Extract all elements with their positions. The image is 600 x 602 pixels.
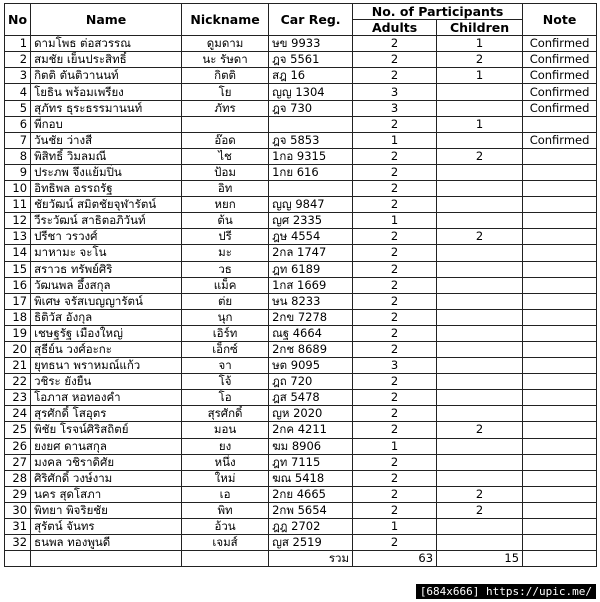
table-row <box>5 84 597 100</box>
row-car-reg: ญส 2519 <box>269 535 353 551</box>
row-note <box>523 277 597 293</box>
row-name: ชัยวัฒน์ สมิตชัยจุฬารัตน์ <box>31 197 182 213</box>
row-adults: 2 <box>353 486 437 502</box>
row-adults: 2 <box>353 229 437 245</box>
row-adults: 2 <box>353 325 437 341</box>
row-nickname: มอน <box>182 422 269 438</box>
row-name: สุธีย์น วงศ์อะกะ <box>31 341 182 357</box>
row-car-reg: 1กย 616 <box>269 164 353 180</box>
row-car-reg: 2กย 4665 <box>269 486 353 502</box>
row-children: 2 <box>437 52 523 68</box>
row-children <box>437 261 523 277</box>
row-number: 8 <box>5 148 31 164</box>
totals-row <box>5 551 597 567</box>
row-adults: 1 <box>353 132 437 148</box>
row-adults: 2 <box>353 277 437 293</box>
row-number: 27 <box>5 454 31 470</box>
row-car-reg: ฎถ 720 <box>269 374 353 390</box>
row-nickname: มะ <box>182 245 269 261</box>
header-adults: Adults <box>353 20 437 36</box>
row-car-reg: สฎ 16 <box>269 68 353 84</box>
row-note <box>523 181 597 197</box>
row-name: อิทธิพล อรรถรัฐ <box>31 181 182 197</box>
table-row <box>5 390 597 406</box>
row-children <box>437 470 523 486</box>
row-car-reg: ฆณ 5418 <box>269 470 353 486</box>
row-nickname: ต่ย <box>182 293 269 309</box>
header-note: Note <box>523 4 597 36</box>
table-row <box>5 519 597 535</box>
row-nickname: อิท <box>182 181 269 197</box>
row-car-reg: ฎจ 730 <box>269 100 353 116</box>
row-number: 26 <box>5 438 31 454</box>
table-row <box>5 374 597 390</box>
row-nickname: โอ <box>182 390 269 406</box>
table-row <box>5 454 597 470</box>
row-number: 32 <box>5 535 31 551</box>
row-name: ธนพล ทองพูนดี <box>31 535 182 551</box>
row-children <box>437 390 523 406</box>
row-nickname: จา <box>182 358 269 374</box>
header-no: No <box>5 4 31 36</box>
row-nickname: โจ้ <box>182 374 269 390</box>
row-nickname: สุรศักดิ์ <box>182 406 269 422</box>
row-car-reg: 2กช 8689 <box>269 341 353 357</box>
header-nickname: Nickname <box>182 4 269 36</box>
row-car-reg <box>269 181 353 197</box>
table-row <box>5 438 597 454</box>
table-row <box>5 68 597 84</box>
row-children: 2 <box>437 148 523 164</box>
row-adults: 2 <box>353 181 437 197</box>
row-name: โยธิน พร้อมเพรียง <box>31 84 182 100</box>
row-note <box>523 309 597 325</box>
row-number: 5 <box>5 100 31 116</box>
table-row <box>5 36 597 52</box>
table-row <box>5 197 597 213</box>
table-row <box>5 502 597 518</box>
table-row <box>5 325 597 341</box>
row-note <box>523 374 597 390</box>
row-number: 15 <box>5 261 31 277</box>
row-name: วีระวัฒน์ สาธิตอภิวันท์ <box>31 213 182 229</box>
table-row <box>5 116 597 132</box>
row-name: สุรศักดิ์ โสอุตร <box>31 406 182 422</box>
row-number: 20 <box>5 341 31 357</box>
row-adults: 3 <box>353 100 437 116</box>
totals-children: 15 <box>437 551 523 567</box>
row-car-reg: ษต 9095 <box>269 358 353 374</box>
row-number: 28 <box>5 470 31 486</box>
table-row <box>5 245 597 261</box>
row-adults: 2 <box>353 454 437 470</box>
totals-empty-name <box>31 551 182 567</box>
row-children <box>437 100 523 116</box>
row-number: 9 <box>5 164 31 180</box>
header-participants: No. of Participants <box>353 4 523 20</box>
totals-empty-note <box>523 551 597 567</box>
table-row <box>5 422 597 438</box>
row-car-reg: 2กค 4211 <box>269 422 353 438</box>
row-adults: 2 <box>353 390 437 406</box>
row-children <box>437 438 523 454</box>
row-car-reg: ษน 8233 <box>269 293 353 309</box>
row-children <box>437 277 523 293</box>
row-note <box>523 229 597 245</box>
row-car-reg: ฎจ 5561 <box>269 52 353 68</box>
row-nickname: เจมส์ <box>182 535 269 551</box>
row-name: วชิระ ยังยืน <box>31 374 182 390</box>
row-adults: 2 <box>353 68 437 84</box>
row-adults: 2 <box>353 52 437 68</box>
row-number: 21 <box>5 358 31 374</box>
row-name: ศิริศักดิ์ วงษ์งาม <box>31 470 182 486</box>
row-note: Confirmed <box>523 84 597 100</box>
row-name: พี่กอบ <box>31 116 182 132</box>
row-nickname: ป้อม <box>182 164 269 180</box>
row-children <box>437 535 523 551</box>
row-nickname: หนึ่ง <box>182 454 269 470</box>
table-row <box>5 486 597 502</box>
row-note <box>523 486 597 502</box>
row-children <box>437 164 523 180</box>
row-number: 13 <box>5 229 31 245</box>
row-nickname: อ๊อด <box>182 132 269 148</box>
row-car-reg: 1กอ 9315 <box>269 148 353 164</box>
row-car-reg: 2กล 1747 <box>269 245 353 261</box>
row-children <box>437 341 523 357</box>
row-number: 11 <box>5 197 31 213</box>
row-car-reg: 2กข 7278 <box>269 309 353 325</box>
row-children <box>437 374 523 390</box>
row-nickname: ใหม่ <box>182 470 269 486</box>
table-row <box>5 181 597 197</box>
table-row <box>5 100 597 116</box>
row-name: พิทยา พิจริยชัย <box>31 502 182 518</box>
totals-empty-no <box>5 551 31 567</box>
row-number: 2 <box>5 52 31 68</box>
row-nickname: เอ <box>182 486 269 502</box>
table-row <box>5 293 597 309</box>
row-children: 1 <box>437 68 523 84</box>
row-children <box>437 213 523 229</box>
row-nickname: หยก <box>182 197 269 213</box>
row-name: มาหามะ จะโน <box>31 245 182 261</box>
row-name: ยุทธนา พราหมณ์แก้ว <box>31 358 182 374</box>
row-nickname: เอิร์ท <box>182 325 269 341</box>
row-note <box>523 116 597 132</box>
row-children: 2 <box>437 422 523 438</box>
row-number: 22 <box>5 374 31 390</box>
totals-adults: 63 <box>353 551 437 567</box>
participants-sheet <box>4 3 597 567</box>
row-note: Confirmed <box>523 68 597 84</box>
row-adults: 2 <box>353 164 437 180</box>
row-adults: 2 <box>353 341 437 357</box>
row-nickname: พิท <box>182 502 269 518</box>
row-car-reg: 2กพ 5654 <box>269 502 353 518</box>
row-nickname: ดูมดาม <box>182 36 269 52</box>
row-children: 2 <box>437 229 523 245</box>
table-row <box>5 277 597 293</box>
row-adults: 3 <box>353 84 437 100</box>
row-name: พิชัย โรจน์ศิริสถิตย์ <box>31 422 182 438</box>
row-adults: 2 <box>353 197 437 213</box>
row-car-reg: ณฐ 4664 <box>269 325 353 341</box>
row-adults: 2 <box>353 245 437 261</box>
table-row <box>5 148 597 164</box>
row-number: 30 <box>5 502 31 518</box>
row-note <box>523 213 597 229</box>
row-nickname: กิตติ <box>182 68 269 84</box>
row-car-reg: ษข 9933 <box>269 36 353 52</box>
row-nickname: ต้น <box>182 213 269 229</box>
row-adults: 2 <box>353 406 437 422</box>
row-name: สมชัย เย็นประสิทธิ์ <box>31 52 182 68</box>
row-note <box>523 197 597 213</box>
row-note: Confirmed <box>523 36 597 52</box>
row-car-reg: ญญ 1304 <box>269 84 353 100</box>
row-name: มงคล วชิราดิศัย <box>31 454 182 470</box>
row-name: ปรีชา วรวงศ์ <box>31 229 182 245</box>
row-number: 6 <box>5 116 31 132</box>
row-adults: 3 <box>353 358 437 374</box>
row-number: 19 <box>5 325 31 341</box>
row-nickname: ภัทร <box>182 100 269 116</box>
header-children: Children <box>437 20 523 36</box>
row-adults: 2 <box>353 261 437 277</box>
row-note <box>523 148 597 164</box>
row-adults: 2 <box>353 422 437 438</box>
row-nickname: โย <box>182 84 269 100</box>
row-number: 24 <box>5 406 31 422</box>
row-note <box>523 293 597 309</box>
table-row <box>5 261 597 277</box>
row-number: 3 <box>5 68 31 84</box>
row-nickname: ไช <box>182 148 269 164</box>
table-row <box>5 132 597 148</box>
participants-table <box>4 3 597 567</box>
row-name: พิเศษ จรัสเบญญารัตน์ <box>31 293 182 309</box>
totals-label: รวม <box>269 551 353 567</box>
row-adults: 2 <box>353 502 437 518</box>
row-children <box>437 132 523 148</box>
row-number: 16 <box>5 277 31 293</box>
row-name: ดามโพธ ต่อสวรรณ <box>31 36 182 52</box>
table-row <box>5 341 597 357</box>
table-row <box>5 52 597 68</box>
row-car-reg: ฎส 5478 <box>269 390 353 406</box>
row-name: ยงยศ ดานสกุล <box>31 438 182 454</box>
image-host-badge: [684x666] https://upic.me/ <box>416 584 596 599</box>
row-adults: 2 <box>353 293 437 309</box>
row-name: วัฒนพล อึ้งสกุล <box>31 277 182 293</box>
row-number: 4 <box>5 84 31 100</box>
row-children <box>437 181 523 197</box>
row-name: กิตติ ตันติวานนท์ <box>31 68 182 84</box>
row-number: 18 <box>5 309 31 325</box>
row-number: 29 <box>5 486 31 502</box>
row-note: Confirmed <box>523 132 597 148</box>
row-nickname: นะ รัษดา <box>182 52 269 68</box>
row-note <box>523 358 597 374</box>
row-children <box>437 84 523 100</box>
table-row <box>5 535 597 551</box>
row-note <box>523 390 597 406</box>
row-adults: 1 <box>353 438 437 454</box>
row-nickname: เอ็กซ์ <box>182 341 269 357</box>
row-note <box>523 341 597 357</box>
row-name: สุภัทร ธุระธรรมานนท์ <box>31 100 182 116</box>
row-adults: 1 <box>353 213 437 229</box>
row-note: Confirmed <box>523 100 597 116</box>
row-car-reg: ฆม 8906 <box>269 438 353 454</box>
table-row <box>5 406 597 422</box>
table-body <box>5 36 597 551</box>
row-number: 14 <box>5 245 31 261</box>
row-name: พิสิทธิ์ วิมลมณี <box>31 148 182 164</box>
row-car-reg: ฎษ 4554 <box>269 229 353 245</box>
row-note <box>523 454 597 470</box>
row-note <box>523 325 597 341</box>
row-name: โอภาส หอทองคำ <box>31 390 182 406</box>
row-adults: 2 <box>353 309 437 325</box>
row-adults: 2 <box>353 36 437 52</box>
table-row <box>5 213 597 229</box>
row-children <box>437 358 523 374</box>
row-children <box>437 293 523 309</box>
row-children <box>437 325 523 341</box>
row-adults: 2 <box>353 535 437 551</box>
row-nickname: ยง <box>182 438 269 454</box>
totals-empty-nick <box>182 551 269 567</box>
row-note <box>523 535 597 551</box>
row-nickname: อ้วน <box>182 519 269 535</box>
row-children <box>437 197 523 213</box>
row-children <box>437 406 523 422</box>
row-nickname: ปรี <box>182 229 269 245</box>
header-car-reg: Car Reg. <box>269 4 353 36</box>
row-number: 7 <box>5 132 31 148</box>
row-name: ธิติวัส อังกุล <box>31 309 182 325</box>
row-adults: 2 <box>353 470 437 486</box>
row-name: สราวธ ทรัพย์ศิริ <box>31 261 182 277</box>
table-row <box>5 470 597 486</box>
table-row <box>5 164 597 180</box>
table-row <box>5 358 597 374</box>
row-car-reg <box>269 116 353 132</box>
row-nickname <box>182 116 269 132</box>
row-note: Confirmed <box>523 52 597 68</box>
row-note <box>523 406 597 422</box>
row-note <box>523 422 597 438</box>
row-number: 10 <box>5 181 31 197</box>
row-children: 1 <box>437 36 523 52</box>
row-name: เชษฐรัฐ เมืองใหญ่ <box>31 325 182 341</box>
row-car-reg: ฎท 7115 <box>269 454 353 470</box>
row-car-reg: ญศ 2335 <box>269 213 353 229</box>
row-car-reg: ฎจ 5853 <box>269 132 353 148</box>
row-note <box>523 502 597 518</box>
row-name: สุรัตน์ จันทร <box>31 519 182 535</box>
row-adults: 1 <box>353 519 437 535</box>
row-adults: 2 <box>353 116 437 132</box>
row-name: วันชัย ว่างสี <box>31 132 182 148</box>
row-children <box>437 245 523 261</box>
table-row <box>5 309 597 325</box>
row-car-reg: ฎฎ 2702 <box>269 519 353 535</box>
row-number: 23 <box>5 390 31 406</box>
row-nickname: แม็ค <box>182 277 269 293</box>
row-number: 1 <box>5 36 31 52</box>
row-car-reg: ญห 2020 <box>269 406 353 422</box>
row-adults: 2 <box>353 148 437 164</box>
row-children: 2 <box>437 502 523 518</box>
row-name: ประภพ จึงแย้มปิ่น <box>31 164 182 180</box>
row-adults: 2 <box>353 374 437 390</box>
header-name: Name <box>31 4 182 36</box>
row-car-reg: 1กส 1669 <box>269 277 353 293</box>
row-note <box>523 519 597 535</box>
row-name: นคร สุดโสภา <box>31 486 182 502</box>
row-note <box>523 438 597 454</box>
row-children: 2 <box>437 486 523 502</box>
row-note <box>523 164 597 180</box>
row-children <box>437 454 523 470</box>
row-note <box>523 470 597 486</box>
row-children <box>437 519 523 535</box>
row-number: 12 <box>5 213 31 229</box>
row-car-reg: ฎท 6189 <box>269 261 353 277</box>
row-nickname: นุก <box>182 309 269 325</box>
row-nickname: วธ <box>182 261 269 277</box>
row-car-reg: ญญ 9847 <box>269 197 353 213</box>
row-children: 1 <box>437 116 523 132</box>
row-number: 31 <box>5 519 31 535</box>
table-row <box>5 229 597 245</box>
row-number: 25 <box>5 422 31 438</box>
row-number: 17 <box>5 293 31 309</box>
row-note <box>523 245 597 261</box>
row-note <box>523 261 597 277</box>
row-children <box>437 309 523 325</box>
